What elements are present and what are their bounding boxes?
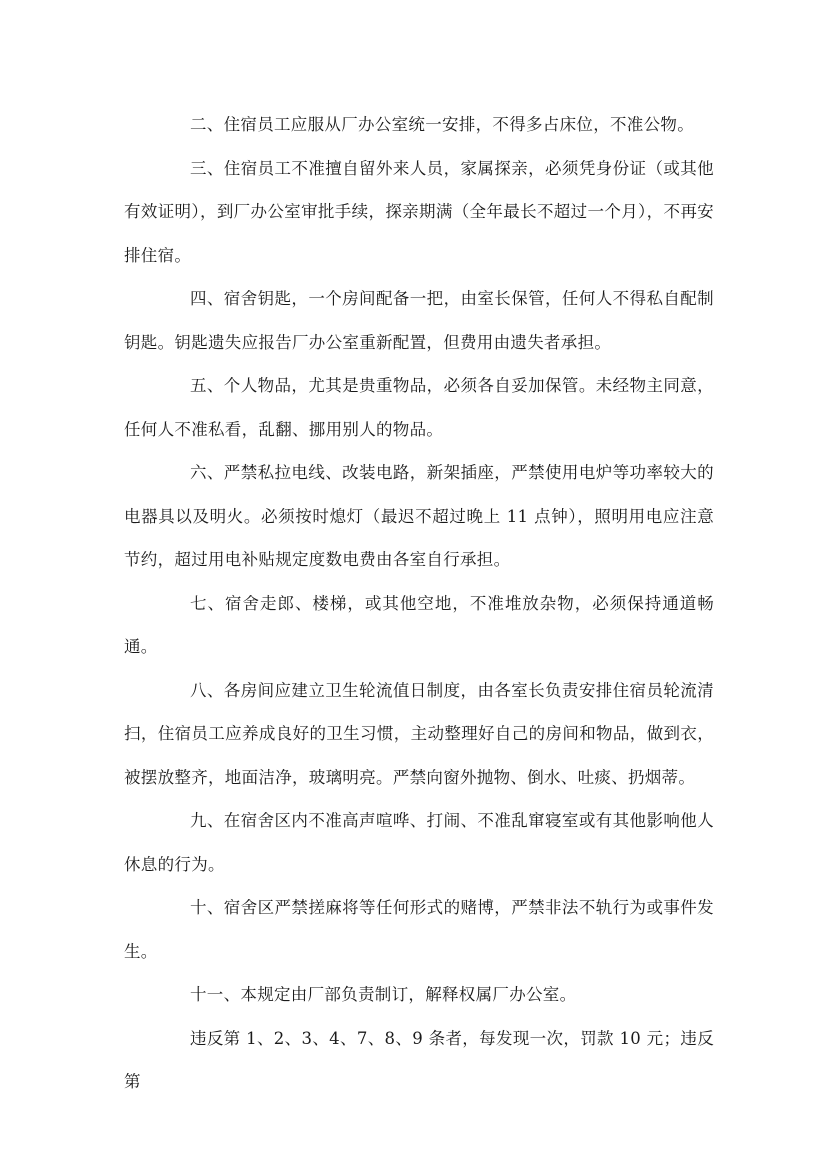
rule-paragraph-9: 九、在宿舍区内不准高声喧哗、打闹、不准乱窜寝室或有其他影响他人休息的行为。 — [124, 811, 714, 874]
rule-paragraph-11: 十一、本规定由厂部负责制订，解释权属厂办公室。 — [190, 985, 577, 1004]
rule-paragraph-5: 五、个人物品，尤其是贵重物品，必须各自妥加保管。未经物主同意，任何人不准私看，乱翻、挪用别人的物品。 — [124, 376, 714, 439]
rule-paragraph-3: 三、住宿员工不准擅自留外来人员，家属探亲，必须凭身份证（或其他有效证明），到厂办公室审批手续，探亲期满（全年最长不超过一个月），不再安排住宿。 — [124, 158, 714, 265]
penalty-paragraph: 违反第 1、2、3、4、7、8、9 条者，每发现一次，罚款 10 元；违反第 — [124, 1028, 714, 1091]
rule-paragraph-10: 十、宿舍区严禁搓麻将等任何形式的赌博，严禁非法不轨行为或事件发生。 — [124, 898, 714, 961]
rule-paragraph-2: 二、住宿员工应服从厂办公室统一安排，不得多占床位，不准公物。 — [190, 115, 694, 134]
rule-paragraph-7: 七、宿舍走郎、楼梯，或其他空地，不准堆放杂物，必须保持通道畅通。 — [124, 593, 714, 656]
document-body — [124, 103, 714, 1104]
rule-paragraph-8: 八、各房间应建立卫生轮流值日制度，由各室长负责安排住宿员轮流清扫，住宿员工应养成良好的卫生习惯，主动整理好自己的房间和物品，做到衣，被摆放整齐，地面洁净，玻璃明亮。严禁向窗外抛物、倒水、吐痰、扔烟蒂。 — [124, 680, 714, 787]
rule-paragraph-4: 四、宿舍钥匙，一个房间配备一把，由室长保管，任何人不得私自配制钥匙。钥匙遗失应报告厂办公室重新配置，但费用由遗失者承担。 — [124, 289, 714, 352]
rule-paragraph-6: 六、严禁私拉电线、改装电路，新架插座，严禁使用电炉等功率较大的电器具以及明火。必须按时熄灯（最迟不超过晚上 11 点钟），照明用电应注意节约，超过用电补贴规定度数电费由各室自行承担。 — [124, 463, 714, 569]
